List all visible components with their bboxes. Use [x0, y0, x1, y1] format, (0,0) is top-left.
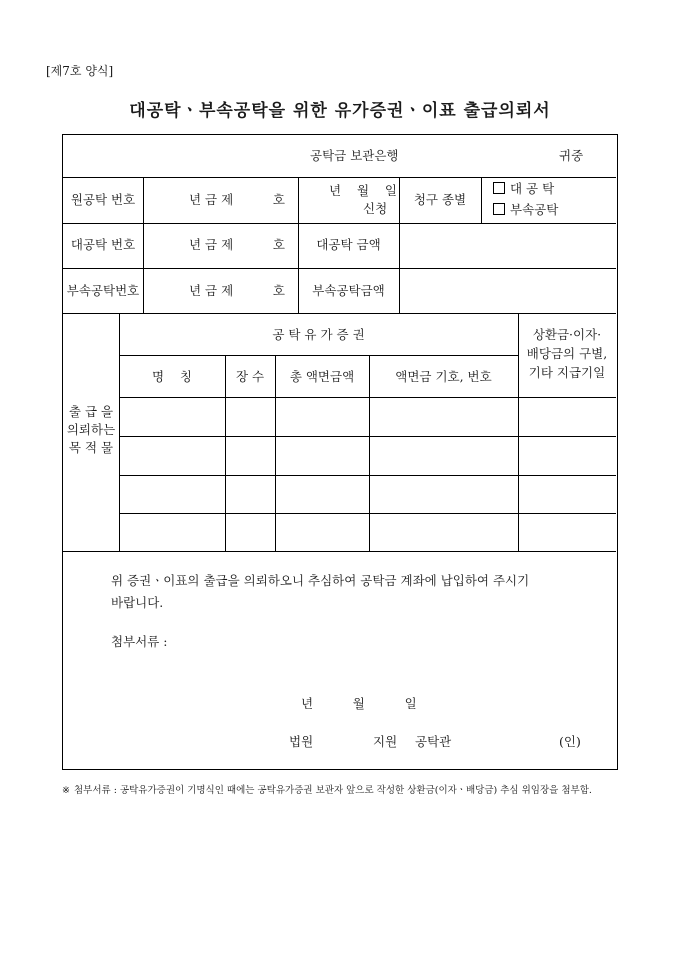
row-divider	[119, 355, 518, 356]
checkbox-icon[interactable]	[493, 203, 505, 215]
purpose-label-line: 목 적 물	[68, 440, 114, 455]
column-header-face-value-code: 액면금 기호, 번호	[395, 369, 492, 384]
purpose-label-line: 출 급 을	[68, 404, 114, 419]
request-form	[62, 134, 618, 770]
column-header-name: 명 칭	[151, 369, 193, 384]
footnote-mark: ※	[62, 785, 70, 796]
row-divider	[63, 268, 616, 269]
request-text-line-1: 위 증권ㆍ이표의 출급을 의뢰하오니 추심하여 공탁금 계좌에 납입하여 주시기	[111, 573, 530, 588]
request-date-field[interactable]: 년 월 일	[301, 696, 417, 711]
seal-label: (인)	[559, 734, 581, 749]
document-title: 대공탁ㆍ부속공탁을 위한 유가증권ㆍ이표 출급의뢰서	[129, 101, 551, 121]
col-divider	[143, 177, 144, 313]
application-label: 신청	[363, 201, 388, 216]
branch-label: 지원	[373, 734, 398, 749]
purpose-label	[63, 403, 119, 457]
form-number-label: [제7호 양식]	[46, 64, 114, 78]
claim-type-label: 청구 종별	[413, 192, 467, 207]
deposited-securities-header: 공 탁 유 가 증 권	[272, 327, 365, 342]
custody-bank-label: 공탁금 보관은행	[310, 148, 399, 163]
daegongtak-number-field[interactable]: 년 금 제 호	[189, 237, 285, 252]
daegongtak-amount-field[interactable]	[403, 229, 613, 263]
attachments-label: 첨부서류 :	[111, 634, 168, 649]
purpose-label-line: 의뢰하는	[66, 422, 116, 437]
row-divider	[63, 223, 616, 224]
busok-amount-field[interactable]	[403, 274, 613, 308]
original-deposit-number-field[interactable]: 년 금 제 호	[189, 192, 285, 207]
row-divider	[119, 513, 616, 514]
option-label: 부속공탁	[510, 202, 559, 217]
checkbox-icon[interactable]	[493, 182, 505, 194]
row-divider	[63, 177, 616, 178]
payment-type-header-line: 배당금의 구별,	[526, 346, 608, 361]
col-divider	[481, 177, 482, 223]
column-header-total-face-value: 총 액면금액	[289, 369, 355, 384]
payment-type-header-line: 상환금·이자·	[532, 327, 602, 342]
column-header-count: 장 수	[235, 369, 265, 384]
original-deposit-number-label: 원공탁 번호	[70, 192, 136, 207]
daegongtak-number-label: 대공탁 번호	[70, 237, 136, 252]
row-divider	[119, 436, 616, 437]
row-divider	[119, 397, 616, 398]
option-label: 대 공 탁	[510, 181, 555, 196]
busok-number-field[interactable]: 년 금 제 호	[189, 283, 285, 298]
col-divider	[119, 313, 120, 551]
officer-label: 공탁관	[415, 734, 452, 749]
payment-type-header-line: 기타 지급기일	[528, 365, 606, 380]
court-label: 법원	[289, 734, 314, 749]
recipient-label: 귀중	[559, 148, 584, 163]
busok-number-label: 부속공탁번호	[66, 283, 140, 298]
payment-type-header	[518, 325, 616, 382]
footnote	[62, 784, 622, 798]
daegongtak-amount-label: 대공탁 금액	[316, 237, 381, 252]
row-divider	[63, 313, 616, 314]
option-busokgongtak[interactable]	[493, 202, 558, 218]
footnote-text: 첨부서류 : 공탁유가증권이 기명식인 때에는 공탁유가증권 보관자 앞으로 작성한 상환금(이자ㆍ배당금) 추심 위임장을 첨부함.	[74, 785, 592, 796]
application-date-field[interactable]: 년 월 일	[329, 183, 398, 198]
row-divider	[119, 475, 616, 476]
row-divider	[63, 551, 616, 552]
option-daegongtak[interactable]	[493, 181, 554, 197]
request-text-line-2: 바랍니다.	[111, 595, 164, 610]
busok-amount-label: 부속공탁금액	[312, 283, 385, 298]
